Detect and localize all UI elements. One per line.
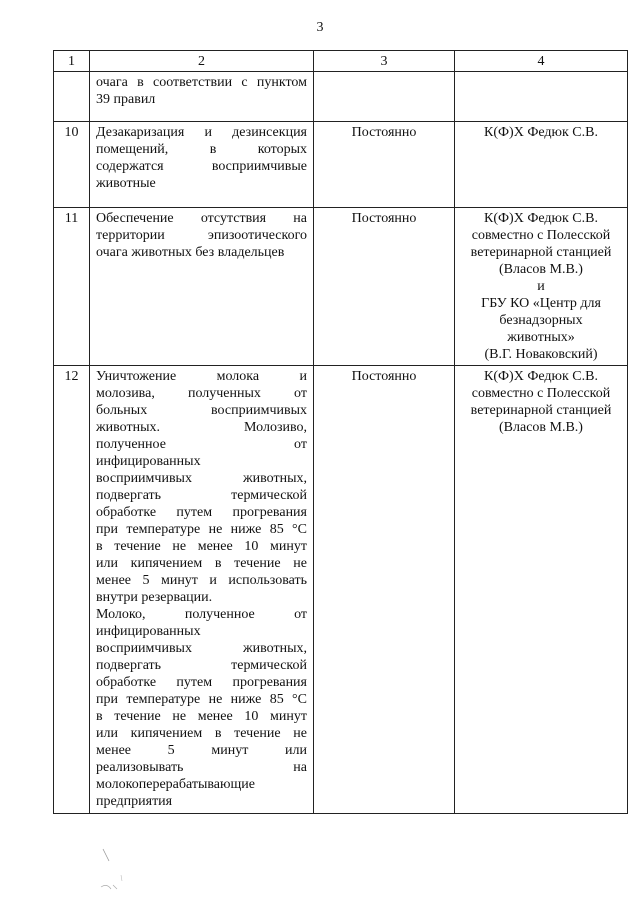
responsible-line: (В.Г. Новаковский)	[484, 347, 598, 362]
description-line: или кипячением в течение не	[96, 556, 307, 571]
description-line: Уничтожение молока и	[96, 369, 307, 384]
responsible-line: К(Ф)Х Федюк С.В.	[484, 369, 598, 384]
description-line: больных восприимчивых	[96, 403, 307, 418]
description-line: очага животных без владельцев	[96, 245, 285, 260]
description-line: инфицированных	[96, 624, 201, 639]
measure-description	[90, 122, 314, 208]
responsible-line: животных»	[507, 330, 575, 345]
description-line: Обеспечение отсутствия на	[96, 211, 307, 226]
description-line: Молоко, полученное от	[96, 607, 307, 622]
description-line: Дезакаризация и дезинсекция	[96, 125, 307, 140]
description-line: в течение не менее 10 минут	[96, 709, 307, 724]
description-line: инфицированных	[96, 454, 201, 469]
responsible-line: (Власов М.В.)	[499, 262, 583, 277]
page-number: 3	[316, 20, 324, 35]
description-line: содержатся восприимчивые	[96, 159, 307, 174]
column-header: 2	[90, 51, 314, 72]
description-line: предприятия	[96, 794, 173, 809]
description-line: при температуре не ниже 85 °С	[96, 692, 307, 707]
responsible-party	[455, 366, 628, 814]
table-row	[54, 208, 628, 366]
description-line: менее 5 минут или	[96, 743, 307, 758]
measure-period	[314, 72, 455, 122]
description-line: обработке путем прогревания	[96, 505, 307, 520]
table-row	[54, 72, 628, 122]
description-line: молозива, полученных от	[96, 386, 307, 401]
responsible-party	[455, 122, 628, 208]
description-line: очага в соответствии с пунктом	[96, 75, 307, 90]
description-line: животных. Молозиво,	[96, 420, 307, 435]
responsible-line: совместно с Полесской	[471, 228, 611, 243]
table-header-row	[54, 51, 628, 72]
column-header: 3	[314, 51, 455, 72]
description-line: восприимчивых животных,	[96, 641, 307, 656]
responsible-line: ветеринарной станцией	[470, 245, 612, 260]
description-line: молокоперерабатывающие	[96, 777, 255, 792]
responsible-line: (Власов М.В.)	[499, 420, 583, 435]
description-line: реализовывать на	[96, 760, 307, 775]
row-number: 10	[54, 122, 90, 208]
description-line: подвергать термической	[96, 658, 307, 673]
measures-table	[53, 50, 628, 814]
description-line: или кипячением в течение не	[96, 726, 307, 741]
measure-description	[90, 366, 314, 814]
description-line: помещений, в которых	[96, 142, 307, 157]
responsible-line: К(Ф)Х Федюк С.В.	[484, 211, 598, 226]
description-line: восприимчивых животных,	[96, 471, 307, 486]
row-number: 11	[54, 208, 90, 366]
responsible-line: ГБУ КО «Центр для	[481, 296, 601, 311]
row-number: 12	[54, 366, 90, 814]
responsible-party	[455, 208, 628, 366]
table-row	[54, 122, 628, 208]
description-line: внутри резервации.	[96, 590, 213, 605]
responsible-line: совместно с Полесской	[471, 386, 611, 401]
measure-period: Постоянно	[314, 208, 455, 366]
description-line: 39 правил	[96, 92, 156, 107]
measure-period: Постоянно	[314, 122, 455, 208]
description-line: подвергать термической	[96, 488, 307, 503]
column-header: 1	[54, 51, 90, 72]
responsible-line: К(Ф)Х Федюк С.В.	[484, 125, 598, 140]
description-line: обработке путем прогревания	[96, 675, 307, 690]
responsible-party	[455, 72, 628, 122]
measure-description	[90, 72, 314, 122]
measure-description	[90, 208, 314, 366]
pen-marks	[95, 845, 135, 895]
responsible-line: и	[537, 279, 545, 294]
description-line: территории эпизоотического	[96, 228, 307, 243]
description-line: полученное от	[96, 437, 307, 452]
description-line: животные	[96, 176, 156, 191]
table-row	[54, 366, 628, 814]
row-number	[54, 72, 90, 122]
description-line: в течение не менее 10 минут	[96, 539, 307, 554]
column-header: 4	[455, 51, 628, 72]
description-line: при температуре не ниже 85 °С	[96, 522, 307, 537]
measure-period: Постоянно	[314, 366, 455, 814]
responsible-line: безнадзорных	[499, 313, 583, 328]
description-line: менее 5 минут и использовать	[96, 573, 307, 588]
responsible-line: ветеринарной станцией	[470, 403, 612, 418]
